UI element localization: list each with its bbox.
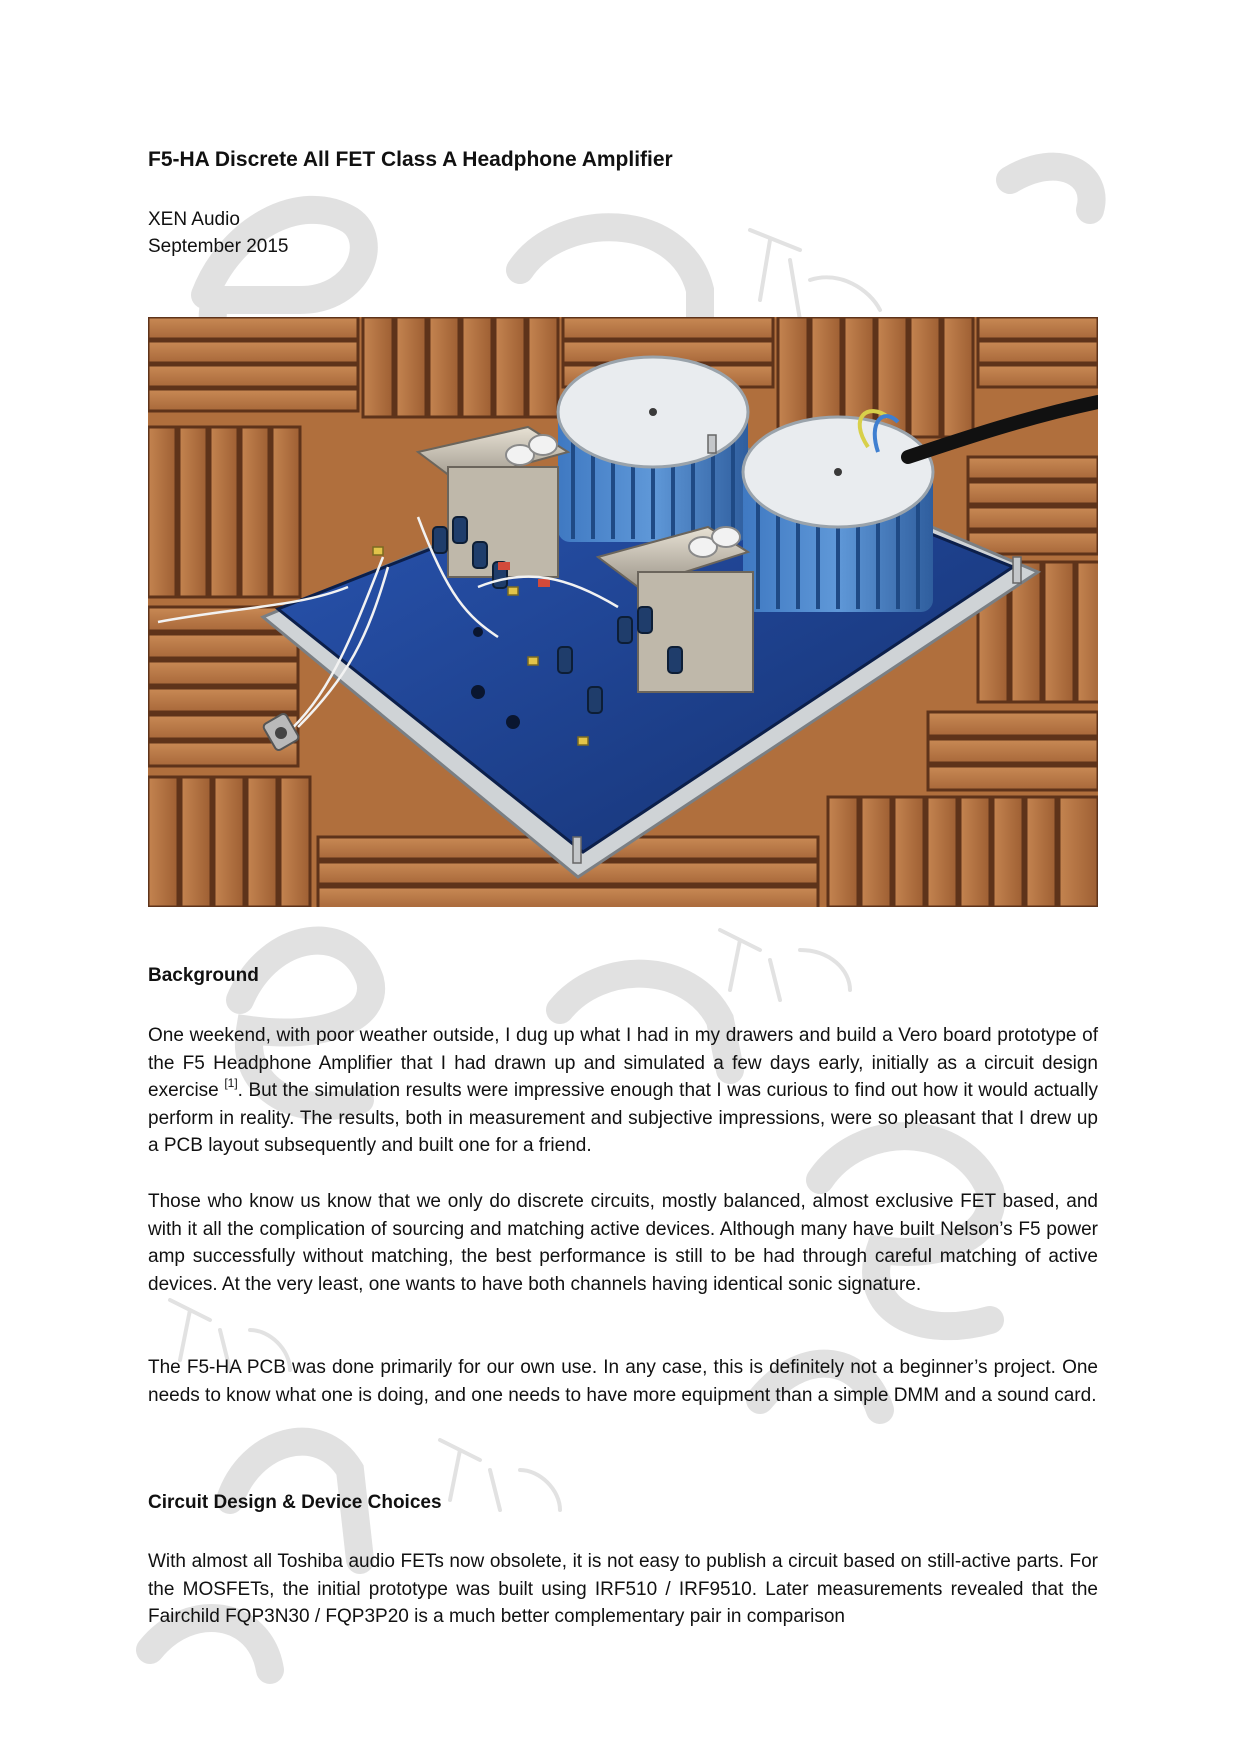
paragraph-circuit-1: With almost all Toshiba audio FETs now obsolete, it is not easy to publish a circuit based on still-active parts. For the MOSFETs, the initial prototype was built using IRF510 / IRF9510. Later measurements revealed that the Fairchild FQP3N30 / FQP3P20 is a much better complementary pair in comparison [148, 1551, 1098, 1628]
paragraph-background-1-part-a: One weekend, with poor weather outside, I dug up what I had in my drawers and build a Vero board prototype of the F5 Headphone Amplifier that I had drawn up and simulated a few days early, initially as a circuit design exercise [148, 1025, 1098, 1102]
document-date: September 2015 [148, 236, 289, 257]
section-heading-background: Background [148, 965, 259, 986]
paragraph-background-1 [148, 1022, 1098, 1160]
document-author: XEN Audio [148, 209, 240, 230]
paragraph-background-3: The F5-HA PCB was done primarily for our own use. In any case, this is definitely not a beginner’s project. One needs to know what one is doing, and one needs to have more equipment than a simple DMM and a sound card. [148, 1357, 1098, 1406]
section-heading-circuit-design: Circuit Design & Device Choices [148, 1492, 442, 1513]
amplifier-board-photo [148, 317, 1098, 907]
paragraph-background-2: Those who know us know that we only do discrete circuits, mostly balanced, almost exclusive FET based, and with it all the complication of sourcing and matching active devices. Although many have built Nelson’s F5 power amp successfully without matching, the best performance is still to be had through careful matching of active devices. At the very least, one wants to have both channels having identical sonic signature. [148, 1191, 1098, 1295]
document-title: F5-HA Discrete All FET Class A Headphone Amplifier [148, 148, 673, 171]
paragraph-background-1-part-b: . But the simulation results were impressive enough that I was curious to find out how it would actually perform in reality. The results, both in measurement and subjective impressions, were so pleasant that I drew up a PCB layout subsequently and built one for a friend. [148, 1080, 1098, 1157]
reference-marker[interactable]: [1] [224, 1076, 238, 1091]
